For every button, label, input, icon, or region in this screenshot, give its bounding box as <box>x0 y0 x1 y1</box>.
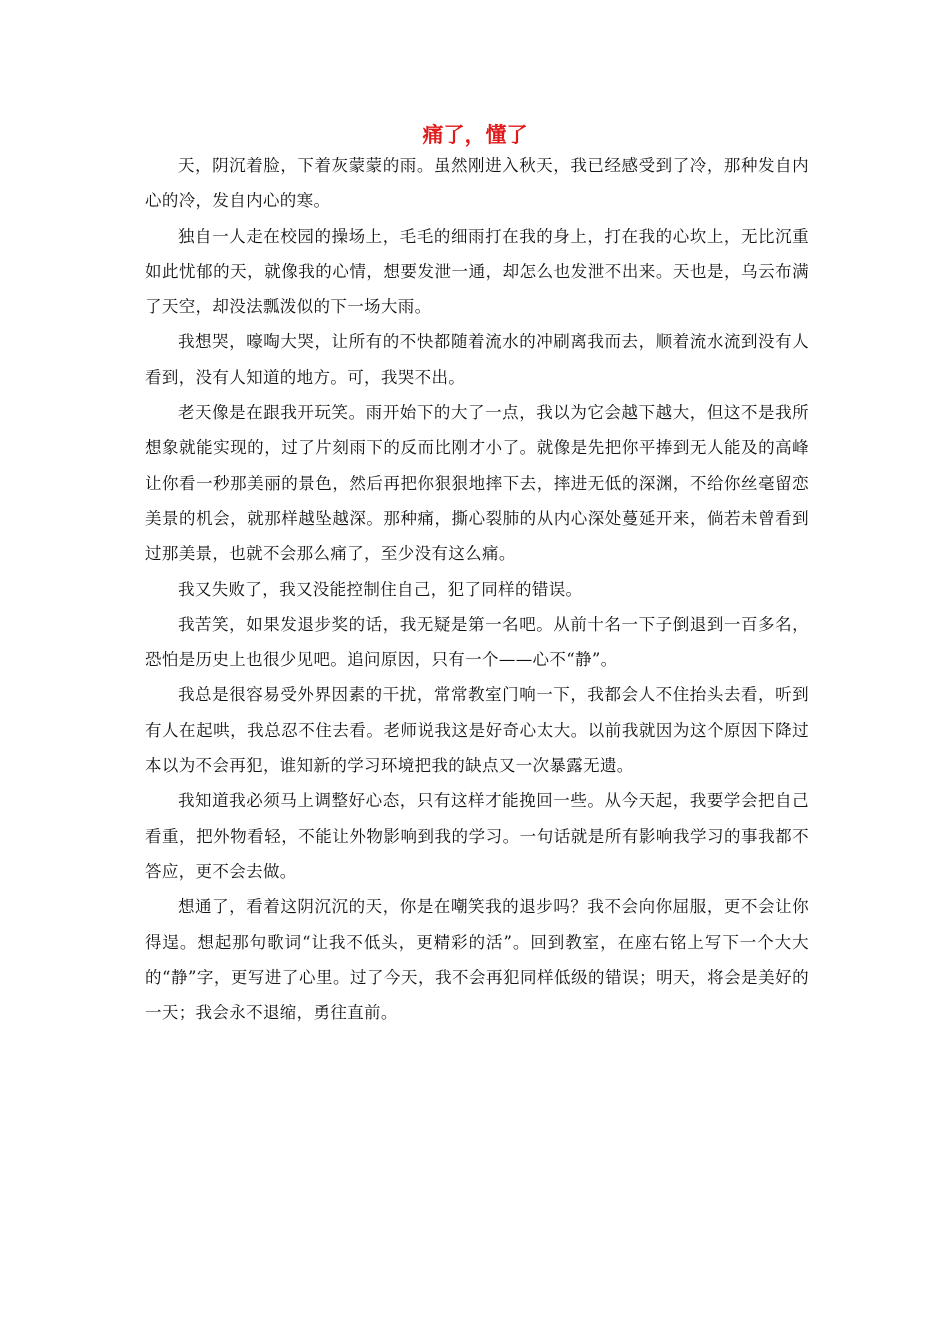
paragraph: 我想哭，嚎啕大哭，让所有的不快都随着流水的冲刷离我而去，顺着流水流到没有人看到，没有人知道的地方。可，我哭不出。 <box>145 332 809 387</box>
paragraph: 想通了，看着这阴沉沉的天，你是在嘲笑我的退步吗？我不会向你屈服，更不会让你得逞。想起那句歌词“让我不低头，更精彩的活”。回到教室，在座右铭上写下一个大大的“静”字，更写进了心里。过了今天，我不会再犯同样低级的错误；明天，将会是美好的一天；我会永不退缩，勇往直前。 <box>145 897 809 1023</box>
paragraph: 我总是很容易受外界因素的干扰，常常教室门响一下，我都会人不住抬头去看，听到有人在起哄，我总忍不住去看。老师说我这是好奇心太大。以前我就因为这个原因下降过本以为不会再犯，谁知新的学习环境把我的缺点又一次暴露无遗。 <box>145 685 809 776</box>
paragraph: 独自一人走在校园的操场上，毛毛的细雨打在我的身上，打在我的心坎上，无比沉重如此忧郁的天，就像我的心情，想要发泄一通，却怎么也发泄不出来。天也是，乌云布满了天空，却没法瓢泼似的下一场大雨。 <box>145 226 809 317</box>
paragraph: 老天像是在跟我开玩笑。雨开始下的大了一点，我以为它会越下越大，但这不是我所想象就能实现的，过了片刻雨下的反而比刚才小了。就像是先把你平捧到无人能及的高峰让你看一秒那美丽的景色，然后再把你狠狠地摔下去，摔进无低的深渊，不给你丝毫留恋美景的机会，就那样越坠越深。那种痛，撕心裂肺的从内心深处蔓延开来，倘若未曾看到过那美景，也就不会那么痛了，至少没有这么痛。 <box>145 403 809 564</box>
page-title: 痛了，懂了 <box>422 123 528 147</box>
paragraph: 天，阴沉着脸，下着灰蒙蒙的雨。虽然刚进入秋天，我已经感受到了冷，那种发自内心的冷，发自内心的寒。 <box>145 156 809 211</box>
paragraph: 我知道我必须马上调整好心态，只有这样才能挽回一些。从今天起，我要学会把自己看重，把外物看轻，不能让外物影响到我的学习。一句话就是所有影响我学习的事我都不答应，更不会去做。 <box>145 791 809 881</box>
paragraph: 我又失败了，我又没能控制住自己，犯了同样的错误。 <box>178 579 583 599</box>
paragraph: 我苦笑，如果发退步奖的话，我无疑是第一名吧。从前十名一下子倒退到一百多名，恐怕是历史上也很少见吧。追问原因，只有一个——心不“静”。 <box>145 614 809 670</box>
article-body <box>145 148 809 1030</box>
